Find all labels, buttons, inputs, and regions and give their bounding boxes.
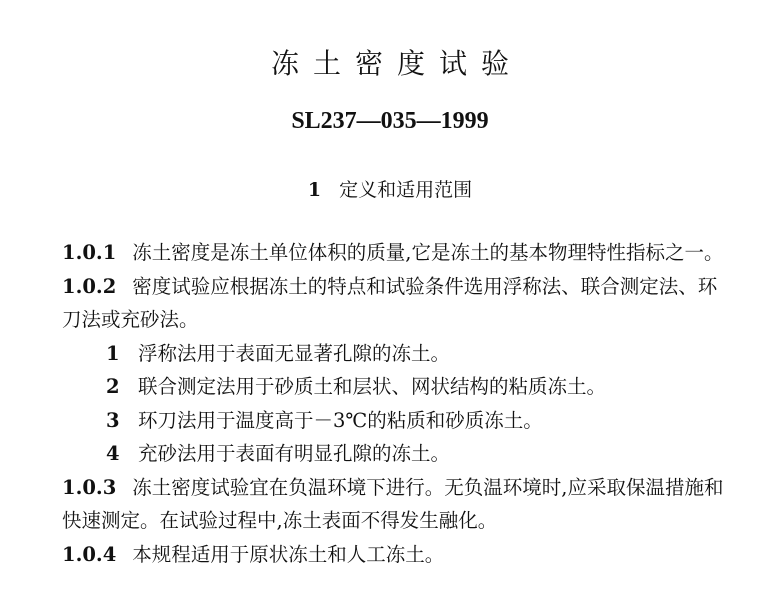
section-number: 1 bbox=[307, 179, 322, 201]
document-title: 冻土密度试验 bbox=[270, 47, 523, 80]
item-number: 3 bbox=[106, 408, 120, 432]
list-item bbox=[62, 337, 734, 371]
clause-text: 密度试验应根据冻土的特点和试验条件选用浮称法、联合测定法、环刀法或充砂法。 bbox=[62, 274, 718, 331]
clause-1-0-3 bbox=[62, 471, 734, 538]
list-item bbox=[62, 404, 734, 438]
section-heading bbox=[0, 176, 780, 204]
section-title: 定义和适用范围 bbox=[339, 179, 473, 201]
item-number: 4 bbox=[106, 442, 120, 465]
clause-number: 1.0.1 bbox=[62, 241, 117, 264]
item-text: 浮称法用于表面无显著孔隙的冻土。 bbox=[138, 341, 451, 365]
item-text: 环刀法用于温度高于－3℃的粘质和砂质冻土。 bbox=[138, 408, 543, 432]
clause-1-0-1 bbox=[62, 236, 734, 270]
standard-code: SL237—035—1999 bbox=[291, 108, 489, 134]
item-text: 充砂法用于表面有明显孔隙的冻土。 bbox=[138, 442, 451, 465]
clause-number: 1.0.4 bbox=[62, 542, 117, 566]
clause-text: 冻土密度是冻土单位体积的质量,它是冻土的基本物理特性指标之一。 bbox=[132, 241, 724, 264]
item-number: 2 bbox=[106, 375, 120, 398]
clause-1-0-2 bbox=[62, 270, 734, 337]
clause-number: 1.0.3 bbox=[62, 475, 117, 499]
clause-text: 冻土密度试验宜在负温环境下进行。无负温环境时,应采取保温措施和快速测定。在试验过程中,冻土表面不得发生融化。 bbox=[62, 475, 724, 532]
clause-1-0-4 bbox=[62, 538, 734, 572]
clause-text: 本规程适用于原状冻土和人工冻土。 bbox=[132, 542, 445, 566]
list-item bbox=[62, 370, 734, 404]
document-body bbox=[62, 236, 734, 571]
clause-number: 1.0.2 bbox=[62, 274, 117, 298]
item-text: 联合测定法用于砂质土和层状、网状结构的粘质冻土。 bbox=[138, 375, 607, 398]
list-item bbox=[62, 437, 734, 471]
item-number: 1 bbox=[106, 341, 120, 365]
